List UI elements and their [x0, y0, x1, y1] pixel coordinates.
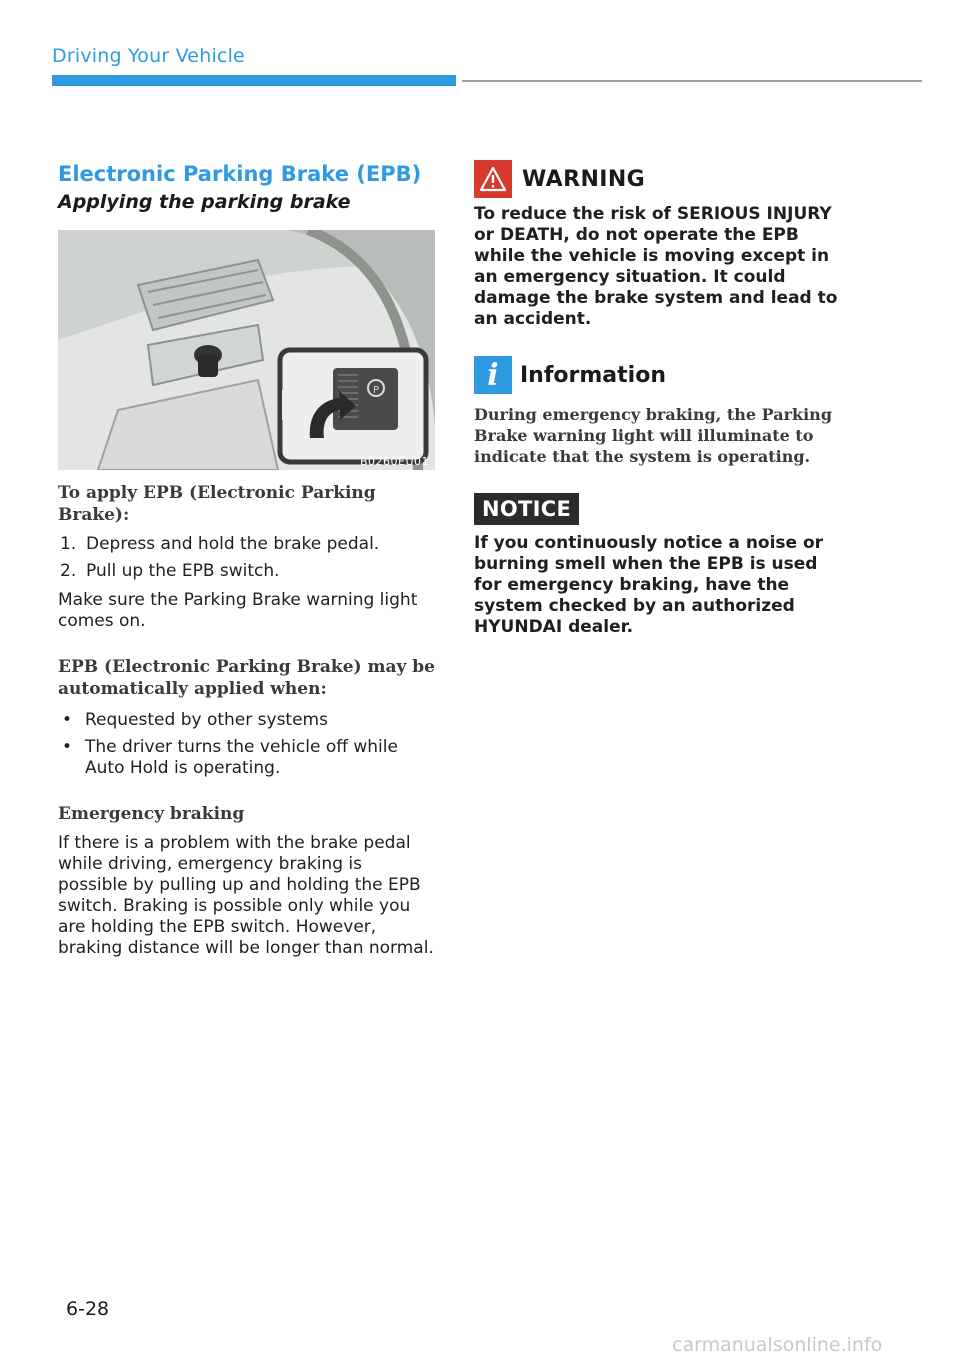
notice-badge: NOTICE: [474, 493, 579, 525]
figure-code: B0260EU01: [359, 455, 429, 468]
emergency-text: If there is a problem with the brake pedal while driving, emergency braking is possible by pulling up and holding the EPB switch. Braking is possible only while you are holding the EPB switch. However, braking distance will be longer than normal.: [58, 833, 434, 958]
list-item: [58, 737, 436, 779]
warning-text: To reduce the risk of SERIOUS INJURY or DEATH, do not operate the EPB while the vehicle is moving except in an emergency situation. It could damage the brake system and lead to an accident.: [474, 204, 838, 329]
bullet-icon: •: [62, 737, 73, 757]
page-number: 6-28: [66, 1298, 110, 1320]
step-number: 1.: [60, 534, 77, 554]
info-icon: i: [474, 356, 512, 394]
warning-label: WARNING: [522, 166, 646, 192]
running-header: Driving Your Vehicle: [52, 45, 245, 67]
auto-apply-list: [58, 710, 436, 779]
apply-heading: To apply EPB (Electronic Parking Brake):: [58, 483, 376, 525]
step-text: Pull up the EPB switch.: [86, 561, 280, 581]
auto-apply-heading: EPB (Electronic Parking Brake) may be automatically applied when:: [58, 657, 435, 699]
subsection-title: Applying the parking brake: [58, 191, 351, 213]
section-title: Electronic Parking Brake (EPB): [58, 162, 422, 186]
epb-illustration: [58, 230, 435, 470]
left-column: [58, 160, 436, 959]
emergency-heading: Emergency braking: [58, 804, 245, 824]
bullet-icon: •: [62, 710, 73, 730]
information-text: During emergency braking, the Parking Brake warning light will illuminate to indicate that the system is operating.: [474, 405, 832, 466]
information-label: Information: [520, 362, 666, 388]
right-column: [474, 160, 844, 638]
list-item-text: Requested by other systems: [85, 710, 328, 730]
notice-text: If you continuously notice a noise or burning smell when the EPB is used for emergency braking, have the system checked by an authorized HYUNDAI dealer.: [474, 533, 824, 637]
header-rule: [462, 80, 922, 82]
apply-steps: [58, 534, 436, 582]
header-accent-bar: [52, 75, 456, 86]
epb-switch-drawing: [58, 230, 435, 470]
information-header: [474, 356, 844, 394]
step-number: 2.: [60, 561, 77, 581]
svg-text:P: P: [372, 385, 380, 396]
warning-header: [474, 160, 844, 198]
list-item: [58, 710, 436, 731]
warning-icon: [474, 160, 512, 198]
list-item: [58, 534, 436, 555]
list-item-text: The driver turns the vehicle off while Auto Hold is operating.: [85, 737, 398, 778]
list-item: [58, 561, 436, 582]
step-text: Depress and hold the brake pedal.: [86, 534, 380, 554]
apply-note: Make sure the Parking Brake warning light comes on.: [58, 590, 418, 631]
watermark: carmanualsonline.info: [672, 1334, 883, 1356]
